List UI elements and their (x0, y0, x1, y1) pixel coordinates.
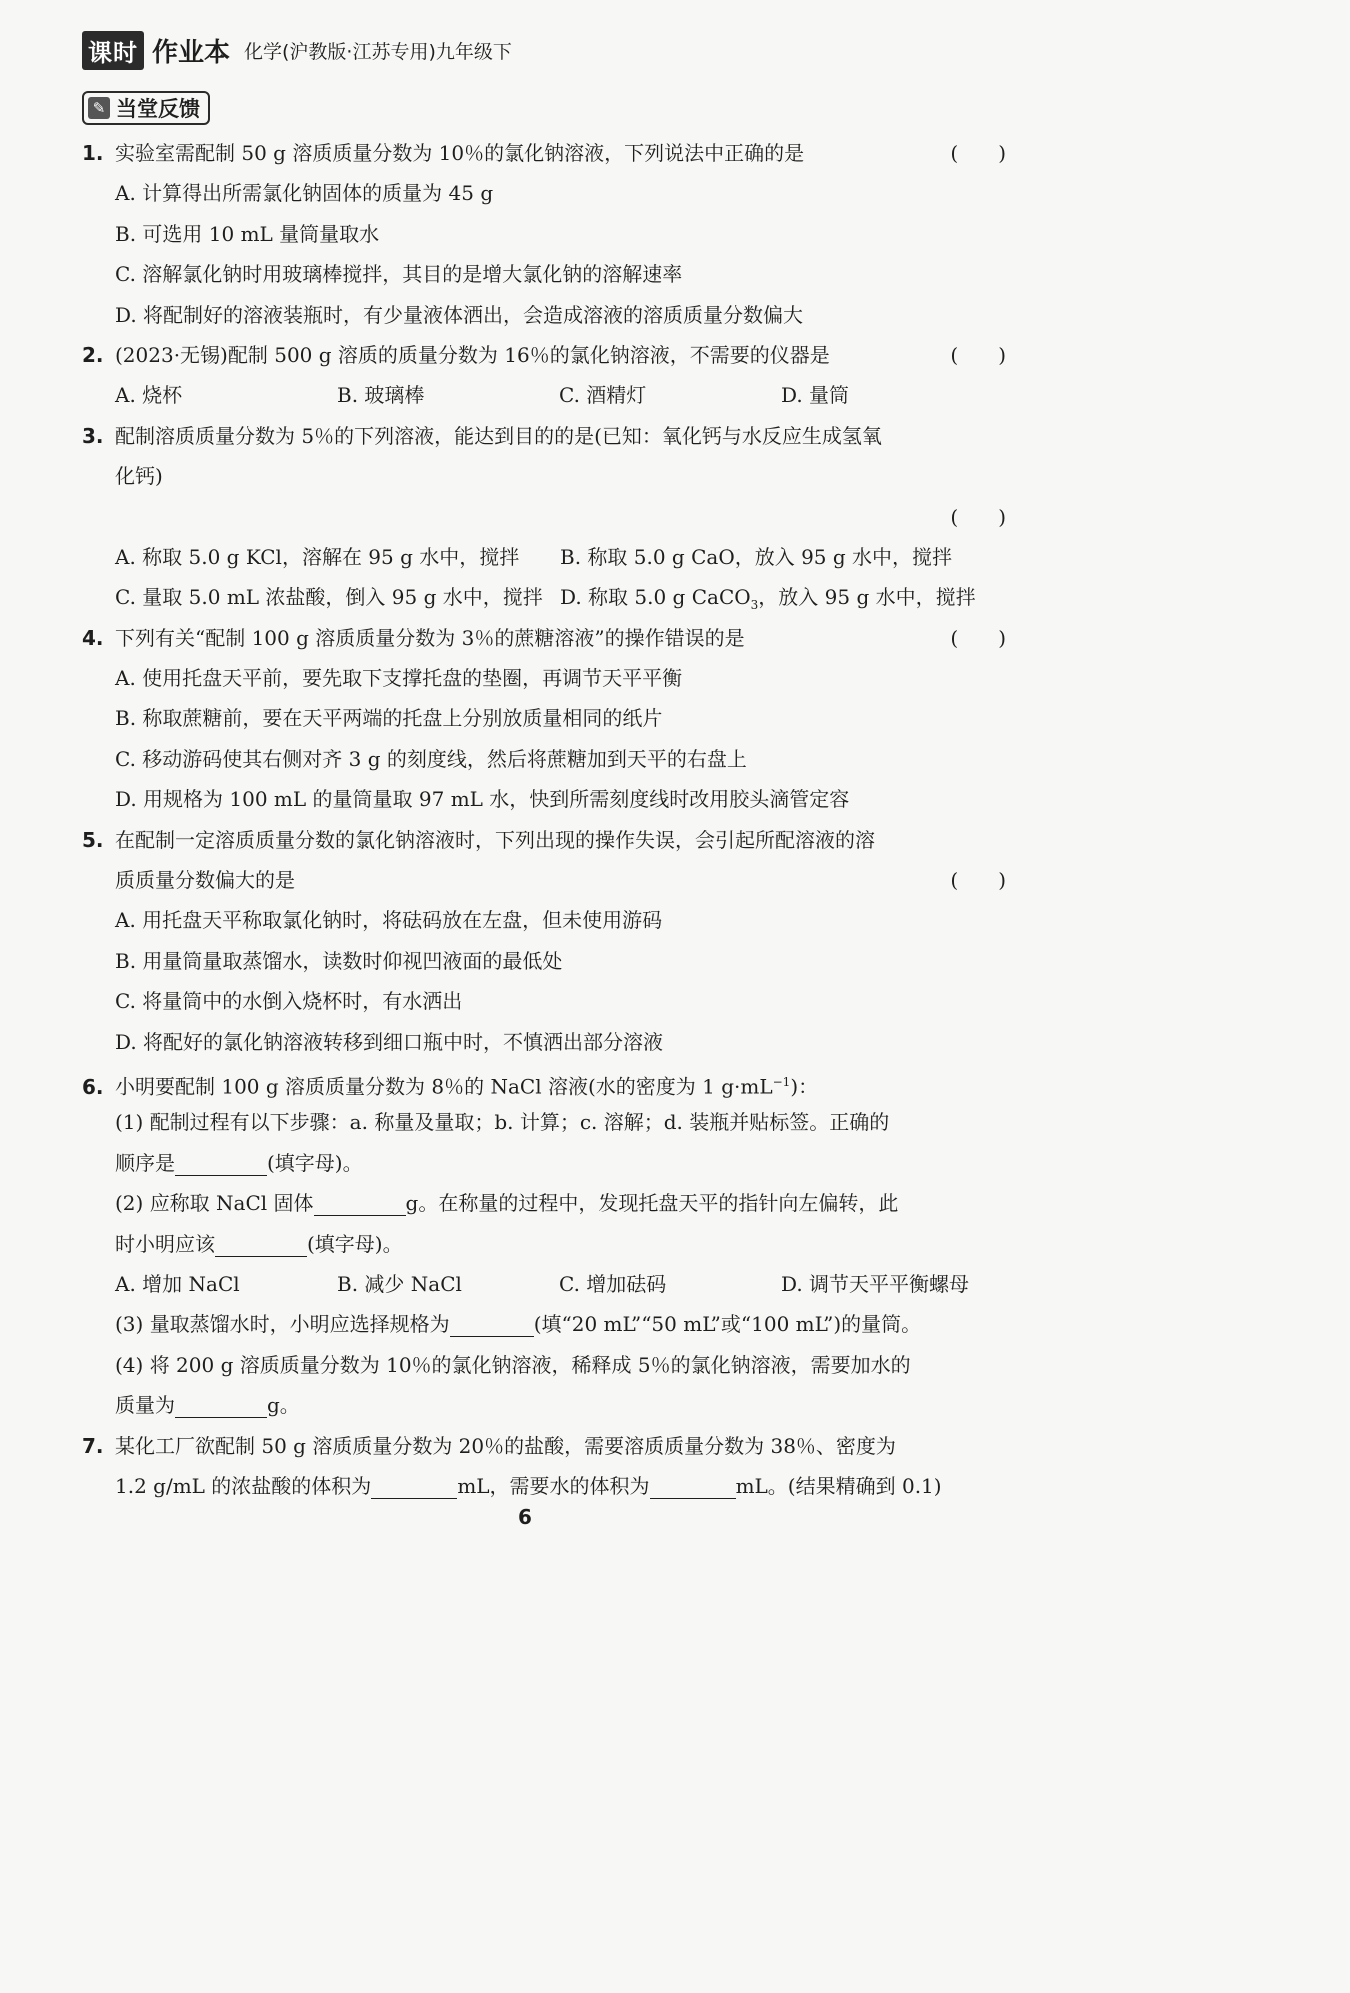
q6-option-c: C. 增加砝码 (559, 1271, 667, 1296)
q6-part1-answer-line (82, 1143, 1006, 1183)
question-number: 4. (82, 625, 104, 650)
q6-part2-text-end: (填字母)。 (307, 1231, 403, 1256)
question-6-stem (82, 1062, 1006, 1102)
question-text: 下列有关“配制 100 g 溶质质量分数为 3％的蔗糖溶液”的操作错误的是 (115, 625, 745, 650)
q4-option-d: D. 用规格为 100 mL 的量筒量取 97 mL 水，快到所需刻度线时改用胶头滴管定容 (115, 787, 850, 812)
question-4-stem (82, 618, 1006, 658)
q3-option-d-text: D. 称取 5.0 g CaCO (560, 585, 751, 610)
q6-part2-text: (2) 应称取 NaCl 固体 (115, 1191, 314, 1216)
q3-option-d (560, 577, 976, 617)
page-number: 6 (518, 1505, 532, 1529)
q5-option-a: A. 用托盘天平称取氯化钠时，将砝码放在左盘，但未使用游码 (115, 908, 663, 933)
question-text: 小明要配制 100 g 溶质质量分数为 8％的 NaCl 溶液(水的密度为 1 g·mL (115, 1074, 773, 1099)
q6-part3 (82, 1304, 1006, 1344)
q7-text-end: mL。(结果精确到 0.1) (735, 1473, 942, 1498)
q5-option-c: C. 将量筒中的水倒入烧杯时，有水洒出 (115, 989, 463, 1014)
q6-part4: (4) 将 200 g 溶质质量分数为 10％的氯化钠溶液，稀释成 5％的氯化钠溶液，需要加水的 (115, 1352, 911, 1377)
q3-option-c: C. 量取 5.0 mL 浓盐酸，倒入 95 g 水中，搅拌 (115, 585, 543, 610)
question-text: 在配制一定溶质质量分数的氯化钠溶液时，下列出现的操作失误，会引起所配溶液的溶 (115, 827, 875, 852)
q2-option-a: A. 烧杯 (115, 383, 183, 408)
question-text: 化钙) (115, 464, 163, 489)
question-7-stem (82, 1426, 1006, 1466)
q2-options (82, 375, 1006, 415)
answer-bracket: ( ) (950, 342, 1006, 367)
answer-blank[interactable] (371, 1474, 457, 1499)
q6-part2-text-mid: g。在称量的过程中，发现托盘天平的指针向左偏转，此 (405, 1191, 899, 1216)
question-2-stem (82, 335, 1006, 375)
question-number: 5. (82, 827, 104, 852)
section-title: 当堂反馈 (116, 97, 200, 121)
pen-icon: ✎ (88, 97, 110, 119)
answer-blank[interactable] (650, 1474, 736, 1499)
subscript: 3 (750, 598, 759, 613)
question-1-stem (82, 133, 1006, 173)
q6-option-a: A. 增加 NaCl (115, 1271, 240, 1296)
question-number: 3. (82, 423, 104, 448)
q4-option-b: B. 称取蔗糖前，要在天平两端的托盘上分别放质量相同的纸片 (115, 706, 663, 731)
q6-part1-text-end: (填字母)。 (267, 1150, 363, 1175)
q6-part4-text-end: g。 (267, 1393, 300, 1418)
question-list (82, 133, 1006, 1506)
answer-bracket: ( ) (950, 141, 1006, 165)
q6-options (82, 1264, 1006, 1304)
question-text-end: )： (790, 1074, 819, 1099)
answer-bracket: ( ) (950, 625, 1006, 650)
q6-part2-cont (82, 1224, 1006, 1264)
q6-part2-text-cont: 时小明应该 (115, 1231, 215, 1256)
subject-title: 化学(沪教版·江苏专用)九年级下 (244, 40, 512, 63)
answer-blank[interactable] (175, 1151, 267, 1176)
q1-option-a: A. 计算得出所需氯化钠固体的质量为 45 g (115, 181, 494, 206)
q6-option-d: D. 调节天平平衡螺母 (781, 1271, 970, 1296)
q6-part4-answer-line (82, 1385, 1006, 1425)
answer-bracket: ( ) (950, 868, 1006, 893)
q3-option-d-text-end: ，放入 95 g 水中，搅拌 (758, 585, 976, 610)
q6-part1: (1) 配制过程有以下步骤：a. 称量及量取；b. 计算；c. 溶解；d. 装瓶并贴标签。正确的 (115, 1110, 890, 1135)
question-number: 6. (82, 1074, 104, 1099)
answer-blank[interactable] (175, 1393, 267, 1418)
question-text: (2023·无锡)配制 500 g 溶质的质量分数为 16％的氯化钠溶液，不需要的仪器是 (115, 342, 830, 367)
answer-blank[interactable] (450, 1312, 534, 1337)
question-7-answer-line (82, 1466, 1006, 1506)
q6-part1-text: 顺序是 (115, 1150, 175, 1175)
q5-option-b: B. 用量筒量取蒸馏水，读数时仰视凹液面的最低处 (115, 948, 563, 973)
q6-part3-text: (3) 量取蒸馏水时，小明应选择规格为 (115, 1312, 450, 1337)
question-number: 2. (82, 342, 104, 367)
question-3-stem (82, 416, 1006, 456)
section-heading (82, 91, 210, 125)
question-text: 质质量分数偏大的是 (115, 868, 295, 893)
question-number: 7. (82, 1433, 104, 1458)
brand-title: 作业本 (152, 37, 231, 68)
answer-bracket: ( ) (950, 504, 1006, 529)
q7-text-mid: mL，需要水的体积为 (457, 1473, 650, 1498)
q2-option-d: D. 量筒 (781, 383, 850, 408)
q4-option-a: A. 使用托盘天平前，要先取下支撑托盘的垫圈，再调节天平平衡 (115, 666, 683, 691)
question-5-stem-cont (82, 860, 1006, 900)
q3-options-ab (82, 537, 1006, 577)
q6-part4-text: 质量为 (115, 1393, 175, 1418)
q4-option-c: C. 移动游码使其右侧对齐 3 g 的刻度线，然后将蔗糖加到天平的右盘上 (115, 746, 747, 771)
q1-option-d: D. 将配制好的溶液装瓶时，有少量液体洒出，会造成溶液的溶质质量分数偏大 (115, 302, 804, 327)
q3-option-a: A. 称取 5.0 g KCl，溶解在 95 g 水中，搅拌 (115, 544, 520, 569)
question-5-stem (82, 820, 1006, 860)
question-text: 某化工厂欲配制 50 g 溶质质量分数为 20％的盐酸，需要溶质质量分数为 38％、密度为 (115, 1433, 896, 1458)
q1-option-c: C. 溶解氯化钠时用玻璃棒搅拌，其目的是增大氯化钠的溶解速率 (115, 262, 683, 287)
question-3-stem-cont (82, 456, 1006, 496)
q6-option-b: B. 减少 NaCl (337, 1271, 462, 1296)
q1-option-b: B. 可选用 10 mL 量筒量取水 (115, 221, 380, 246)
logo: 课时 (82, 31, 144, 70)
superscript: −1 (772, 1074, 791, 1089)
q2-option-c: C. 酒精灯 (559, 383, 647, 408)
q6-part3-text-end: (填“20 mL”“50 mL”或“100 mL”)的量筒。 (533, 1312, 922, 1337)
q6-part2 (82, 1183, 1006, 1223)
answer-blank[interactable] (314, 1191, 406, 1216)
q3-options-cd (82, 577, 1006, 617)
page-header (82, 30, 512, 70)
question-3-bracket-line (82, 497, 1006, 537)
question-number: 1. (82, 141, 104, 165)
q7-text: 1.2 g/mL 的浓盐酸的体积为 (115, 1473, 372, 1498)
q3-option-b: B. 称取 5.0 g CaO，放入 95 g 水中，搅拌 (560, 544, 953, 569)
question-text: 配制溶质质量分数为 5％的下列溶液，能达到目的的是(已知：氧化钙与水反应生成氢氧 (115, 423, 882, 448)
q2-option-b: B. 玻璃棒 (337, 383, 425, 408)
question-text: 实验室需配制 50 g 溶质质量分数为 10％的氯化钠溶液，下列说法中正确的是 (115, 141, 805, 165)
q5-option-d: D. 将配好的氯化钠溶液转移到细口瓶中时，不慎洒出部分溶液 (115, 1029, 664, 1054)
answer-blank[interactable] (215, 1232, 307, 1257)
